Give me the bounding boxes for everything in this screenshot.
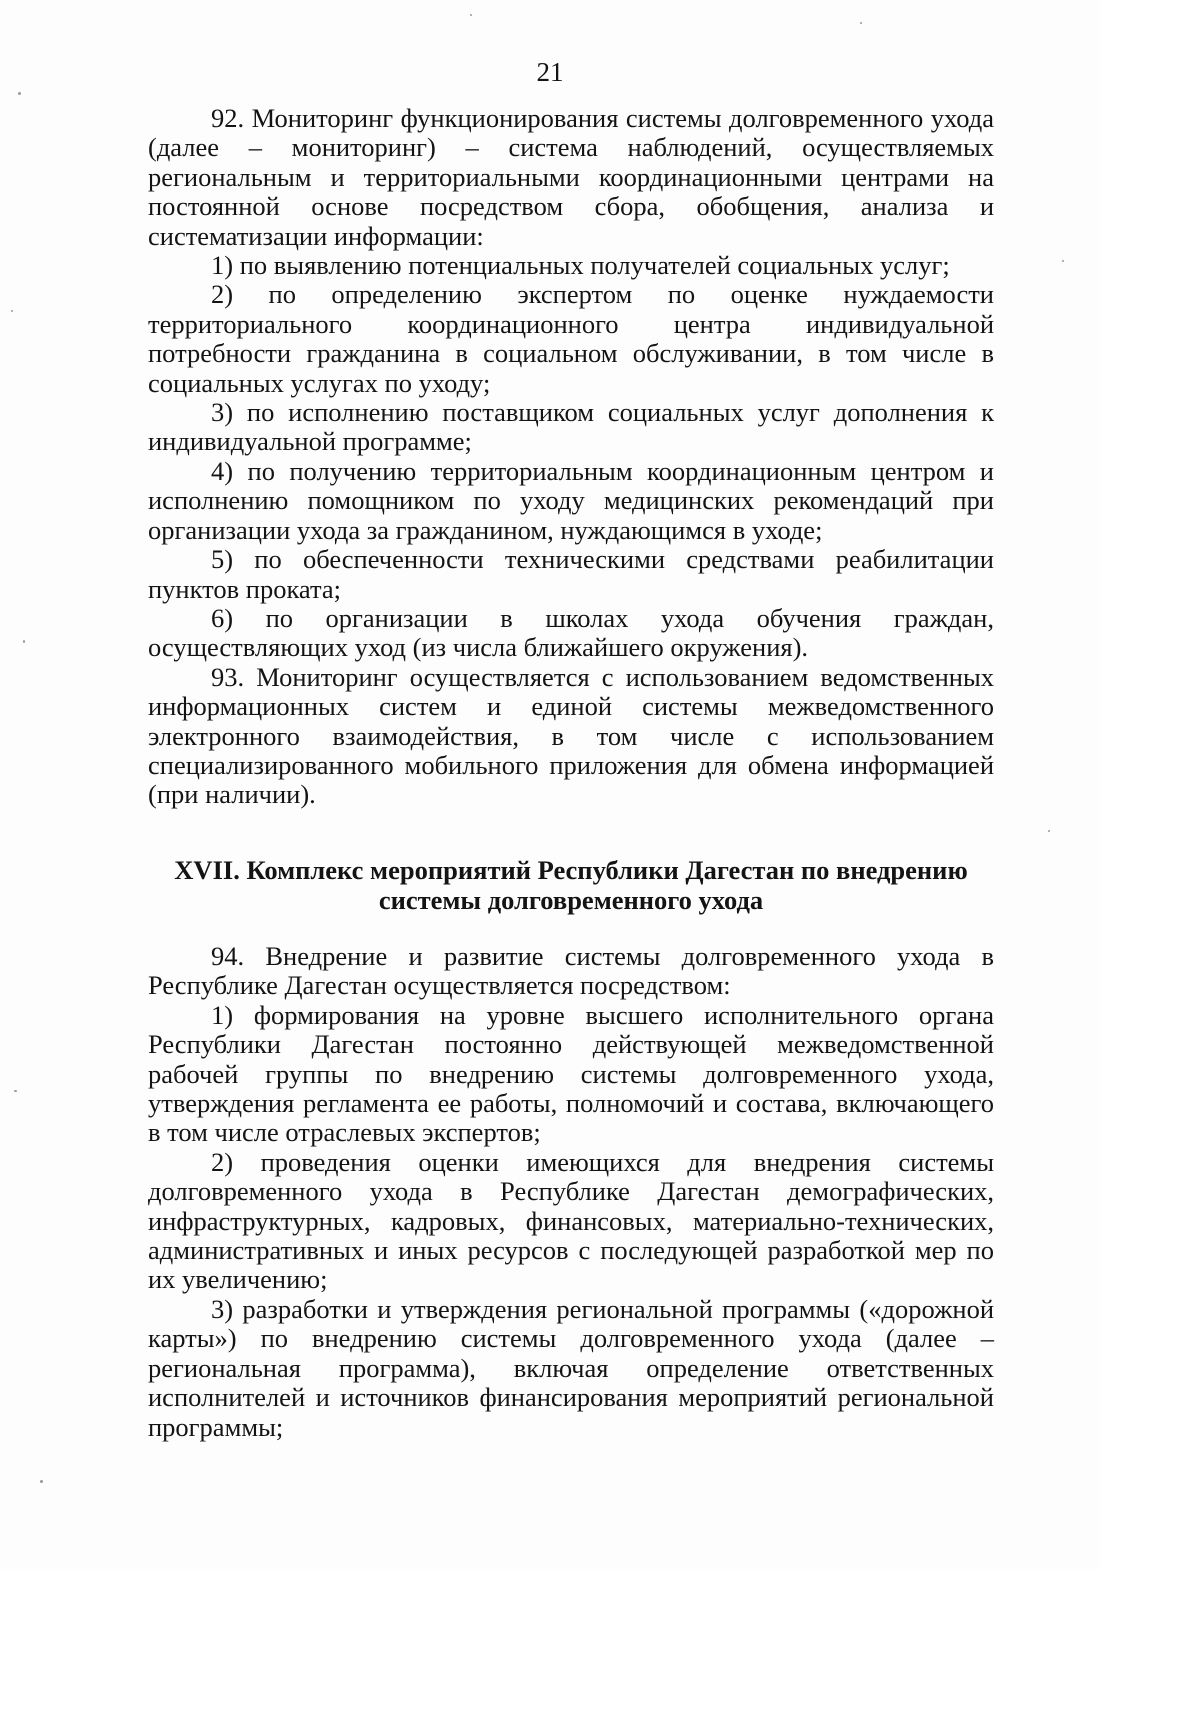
list-item-6: 6) по организации в школах ухода обучения граждан, осуществляющих уход (из числа ближайшего окружения). bbox=[148, 602, 994, 663]
scan-speck bbox=[18, 92, 21, 95]
list-item-4: 4) по получению территориальным координационным центром и исполнению помощником по уходу медицинских рекомендаций при организации ухода за гражданином, нуждающимся в уходе; bbox=[148, 455, 994, 545]
list-item-2: 2) по определению экспертом по оценке нуждаемости территориального координационного центра индивидуальной потребности гражданина в социальном обслуживании, в том числе в социальных услугах по уходу; bbox=[148, 279, 994, 398]
paragraph-94: 94. Внедрение и развитие системы долговременного ухода в Республике Дагестан осуществляется посредством: bbox=[148, 941, 994, 1001]
scan-speck bbox=[14, 1090, 17, 1092]
paragraph-93: 93. Мониторинг осуществляется с использованием ведомственных информационных систем и единой системы межведомственного электронного взаимодействия, в том числе с использованием специализированного мобильного приложения для обмена информацией (при наличии). bbox=[148, 661, 994, 810]
scan-speck bbox=[11, 310, 13, 312]
scan-speck bbox=[470, 14, 472, 16]
heading-line-1: XVII. Комплекс мероприятий Республики Дагестан по внедрению bbox=[174, 855, 968, 885]
page-number: 21 bbox=[536, 57, 564, 87]
list-item-3: 3) по исполнению поставщиком социальных услуг дополнения к индивидуальной программе; bbox=[148, 397, 994, 457]
section-monitoring bbox=[148, 104, 994, 810]
section-heading bbox=[148, 855, 994, 915]
list-item-5: 5) по обеспеченности техническими средствами реабилитации пунктов проката; bbox=[148, 544, 994, 604]
measure-item-3: 3) разработки и утверждения региональной программы («дорожной карты») по внедрению системы долговременного ухода (далее – региональная программа), включая определение ответственных исполнителей и источников финансирования мероприятий региональной программы; bbox=[148, 1293, 994, 1442]
scan-speck bbox=[23, 640, 25, 643]
scan-speck bbox=[860, 22, 862, 24]
list-item-1: 1) по выявлению потенциальных получателей социальных услуг; bbox=[211, 250, 950, 281]
paragraph-92: 92. Мониторинг функционирования системы долговременного ухода (далее – мониторинг) – система наблюдений, осуществляемых региональным и территориальными координационными центрами на постоянной основе посредством сбора, обобщения, анализа и систематизации информации: bbox=[148, 103, 994, 251]
measure-item-1: 1) формирования на уровне высшего исполнительного органа Республики Дагестан постоянно действующей межведомственной рабочей группы по внедрению системы долговременного ухода, утверждения регламента ее работы, полномочий и состава, включающего в том числе отраслевых экспертов; bbox=[148, 999, 994, 1148]
scan-speck bbox=[40, 1480, 43, 1483]
scan-speck bbox=[1048, 830, 1050, 832]
heading-line-2: системы долговременного ухода bbox=[378, 885, 764, 915]
section-implementation bbox=[148, 942, 994, 1442]
scan-speck bbox=[1062, 260, 1064, 262]
measure-item-2: 2) проведения оценки имеющихся для внедрения системы долговременного ухода в Республике Дагестан демографических, инфраструктурных, кадровых, финансовых, материально-технических, административных и иных ресурсов с последующей разработкой мер по их увеличению; bbox=[148, 1146, 994, 1295]
